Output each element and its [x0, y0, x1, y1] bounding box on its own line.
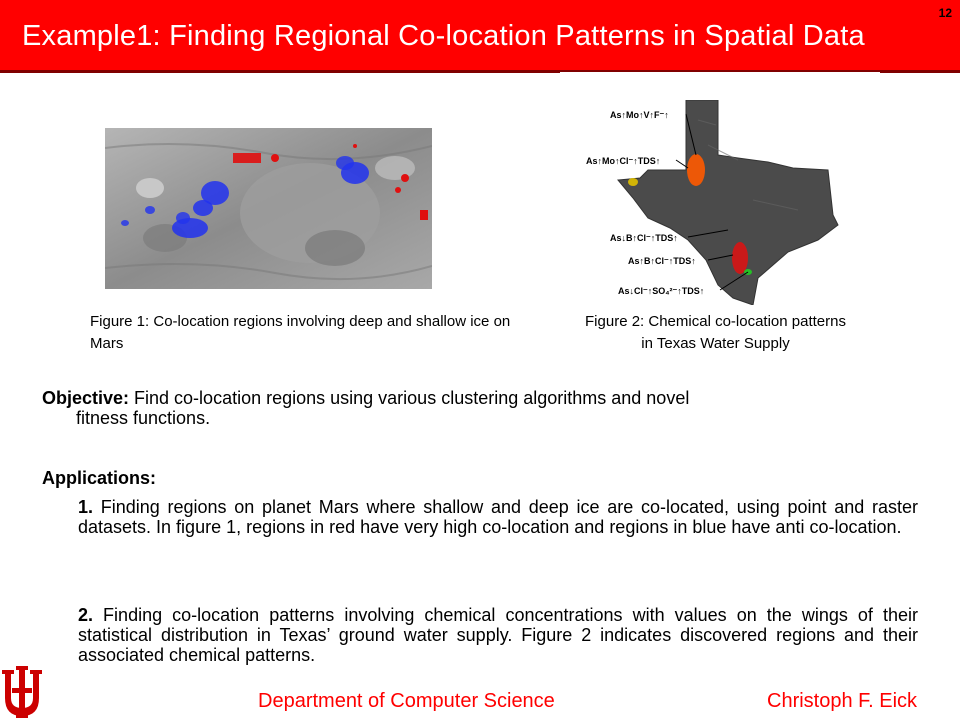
application-2-text: Finding co-location patterns involving chemical concentrations with values on the wings of their statistical distribution in Texas’ ground water supply. Figure 2 indicates discovered regions and their associated chemical patterns.: [78, 605, 918, 665]
mars-map-graphic: [105, 128, 432, 289]
objective-continuation: fitness functions.: [76, 408, 211, 428]
application-2-number: 2.: [78, 605, 94, 625]
texas-label-2: As↑Mo↑Cl⁻↑TDS↑: [586, 156, 661, 166]
title-underline: [0, 72, 560, 73]
objective-label: Objective:: [42, 388, 130, 408]
figure1-caption: Figure 1: Co-location regions involving deep and shallow ice on Mars: [90, 313, 511, 352]
slide-number: 12: [938, 6, 952, 20]
texas-map-graphic: [578, 100, 878, 305]
application-2: [78, 605, 918, 665]
mars-map-image: [105, 128, 432, 289]
objective-text: Find co-location regions using various clustering algorithms and novel: [129, 388, 690, 408]
application-1: [78, 497, 918, 537]
applications-heading: Applications:: [42, 468, 157, 488]
application-1-number: 1.: [78, 497, 94, 517]
uh-logo-icon: [0, 664, 44, 720]
texas-map-image: [578, 100, 878, 305]
application-1-text: Finding regions on planet Mars where shallow and deep ice are co-located, using point and raster datasets. In figure 1, regions in red have very high co-location and regions in blue have anti co-location.: [78, 497, 918, 537]
figure2-caption: Figure 2: Chemical co-location patterns in Texas Water Supply: [585, 313, 846, 352]
title-underline-right: [880, 72, 960, 73]
title-bar: [0, 0, 960, 72]
texas-label-1: As↑Mo↑V↑F⁻↑: [610, 110, 669, 120]
texas-label-4: As↑B↑Cl⁻↑TDS↑: [628, 256, 696, 266]
texas-label-3: As↓B↑Cl⁻↑TDS↑: [610, 233, 678, 243]
footer-author: Christoph F. Eick: [767, 690, 918, 712]
objective-paragraph: [42, 388, 918, 428]
texas-label-5: As↓Cl⁻↑SO₄²⁻↑TDS↑: [618, 286, 705, 296]
footer-department: Department of Computer Science: [258, 690, 555, 712]
uh-logo-graphic: [0, 664, 44, 720]
slide-title: Example1: Finding Regional Co-location Patterns in Spatial Data: [22, 20, 865, 52]
